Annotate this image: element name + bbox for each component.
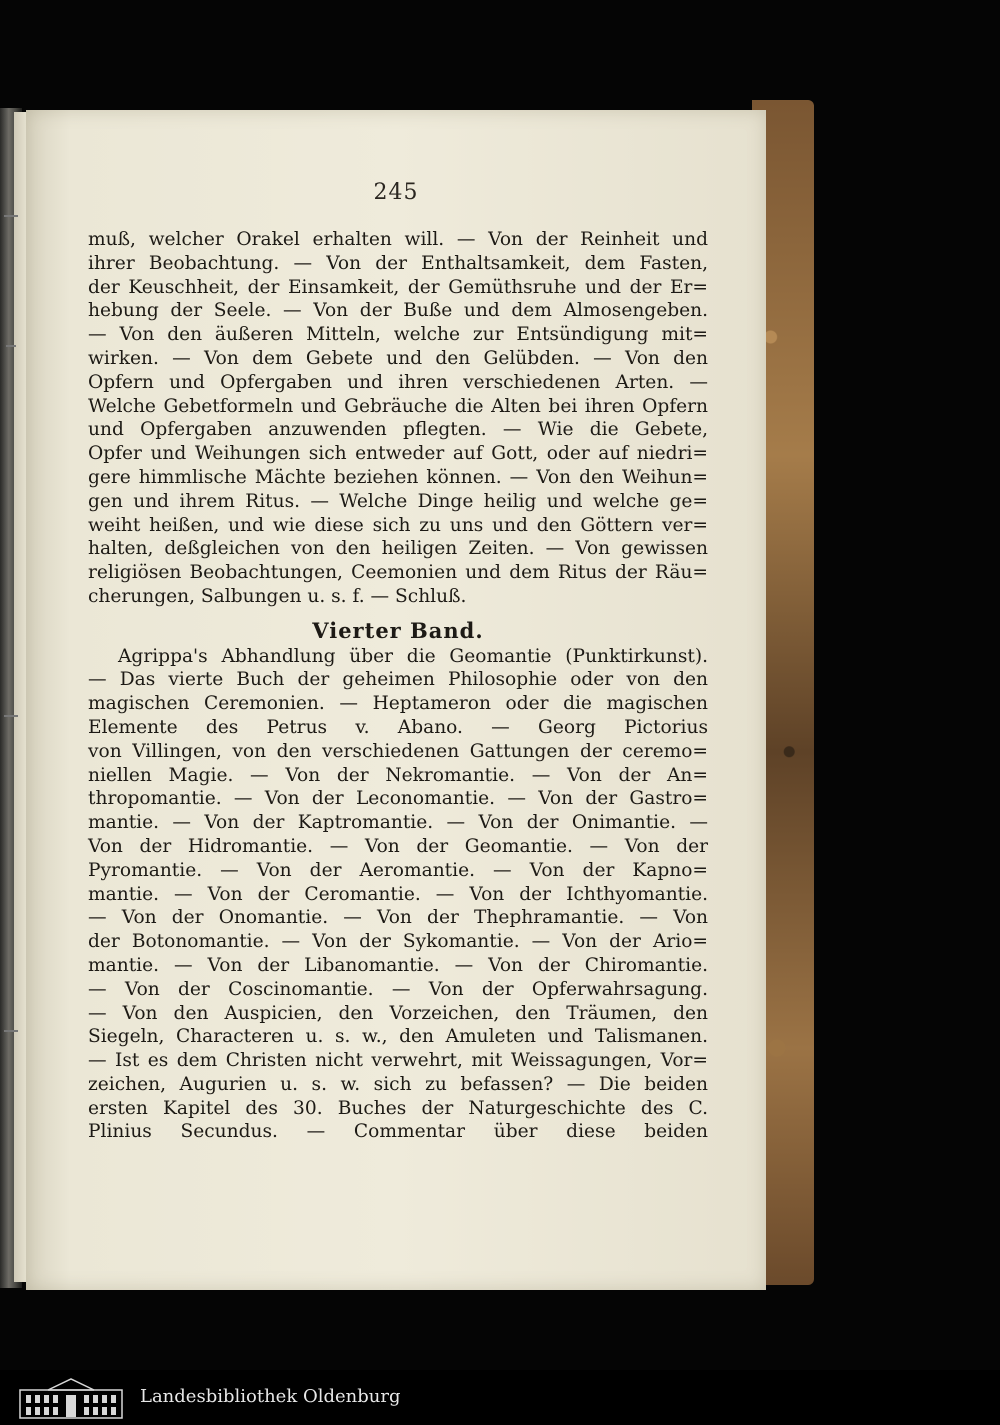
book-page [26,110,766,1290]
text-line: und Opfergaben anzuwenden pflegten. — Wie die Gebete, [88,419,708,441]
text-line: mantie. — Von der Ceromantie. — Von der Ichthyomantie. [88,883,708,905]
page-text [88,228,708,1144]
binding-mark [6,345,16,347]
text-line: cherungen, Salbungen u. s. f. — Schluß. [88,585,467,607]
text-line: Agrippa's Abhandlung über die Geomantie (Punktirkunst). [118,645,708,667]
text-line: gen und ihrem Ritus. — Welche Dinge heilig und welche ge= [88,490,708,512]
text-line: Elemente des Petrus v. Abano. — Georg Pictorius [88,716,708,738]
text-line: thropomantie. — Von der Leconomantie. — Von der Gastro= [88,788,708,810]
text-line: der Botonomantie. — Von der Sykomantie. — Von der Ario= [88,931,708,953]
binding-mark [4,1030,18,1032]
text-line: niellen Magie. — Von der Nekromantie. — Von der An= [88,764,708,786]
binding-mark [4,215,18,217]
text-line: — Von den Auspicien, den Vorzeichen, den Träumen, den [88,1002,708,1024]
text-line: ihrer Beobachtung. — Von der Enthaltsamkeit, dem Fasten, [88,252,708,274]
text-line: — Das vierte Buch der geheimen Philosophie oder von den [88,669,708,691]
text-line: von Villingen, von den verschiedenen Gattungen der ceremo= [88,740,708,762]
text-line: zeichen, Augurien u. s. w. sich zu befassen? — Die beiden [88,1073,708,1095]
text-line: gere himmlische Mächte beziehen können. — Von den Weihun= [88,466,708,488]
text-line: muß, welcher Orakel erhalten will. — Von der Reinheit und [88,229,708,250]
text-line: ersten Kapitel des 30. Buches der Naturgeschichte des C. [88,1097,708,1119]
text-line: magischen Ceremonien. — Heptameron oder die magischen [88,693,708,715]
text-line: — Ist es dem Christen nicht verwehrt, mit Weissagungen, Vor= [88,1050,708,1072]
text-line: halten, deßgleichen von den heiligen Zeiten. — Von gewissen [88,538,708,560]
text-line: weiht heißen, und wie diese sich zu uns und den Göttern ver= [88,514,708,536]
library-name: Landesbibliothek Oldenburg [140,1386,401,1407]
text-line: religiösen Beobachtungen, Ceemonien und dem Ritus der Räu= [88,562,708,584]
page-number: 245 [373,180,419,205]
text-line: — Von den äußeren Mitteln, welche zur Entsündigung mit= [88,324,708,346]
library-building-logo-icon [18,1376,124,1420]
text-line: hebung der Seele. — Von der Buße und dem Almosengeben. [88,300,708,322]
text-line: mantie. — Von der Kaptromantie. — Von der Onimantie. — [88,812,708,834]
text-line: Plinius Secundus. — Commentar über diese beiden [88,1121,708,1143]
text-line: Welche Gebetformeln und Gebräuche die Alten bei ihren Opfern [88,395,708,417]
text-line: Pyromantie. — Von der Aeromantie. — Von der Kapno= [88,859,708,881]
text-line: Opfern und Opfergaben und ihren verschiedenen Arten. — [88,371,708,393]
binding-mark [4,715,18,717]
section-heading: Vierter Band. [312,617,484,643]
text-line: wirken. — Von dem Gebete und den Gelübden. — Von den [88,347,708,369]
text-line: mantie. — Von der Libanomantie. — Von der Chiromantie. [88,954,708,976]
footer-bar [0,1370,1000,1425]
text-line: — Von der Onomantie. — Von der Thephramantie. — Von [88,907,708,929]
text-line: Siegeln, Characteren u. s. w., den Amuleten und Talismanen. [88,1026,708,1048]
text-line: Opfer und Weihungen sich entweder auf Gott, oder auf niedri= [88,443,708,465]
text-line: Von der Hidromantie. — Von der Geomantie. — Von der [88,835,708,857]
text-line: der Keuschheit, der Einsamkeit, der Gemüthsruhe und der Er= [88,276,708,298]
text-line: — Von der Coscinomantie. — Von der Opferwahrsagung. [88,978,708,1000]
